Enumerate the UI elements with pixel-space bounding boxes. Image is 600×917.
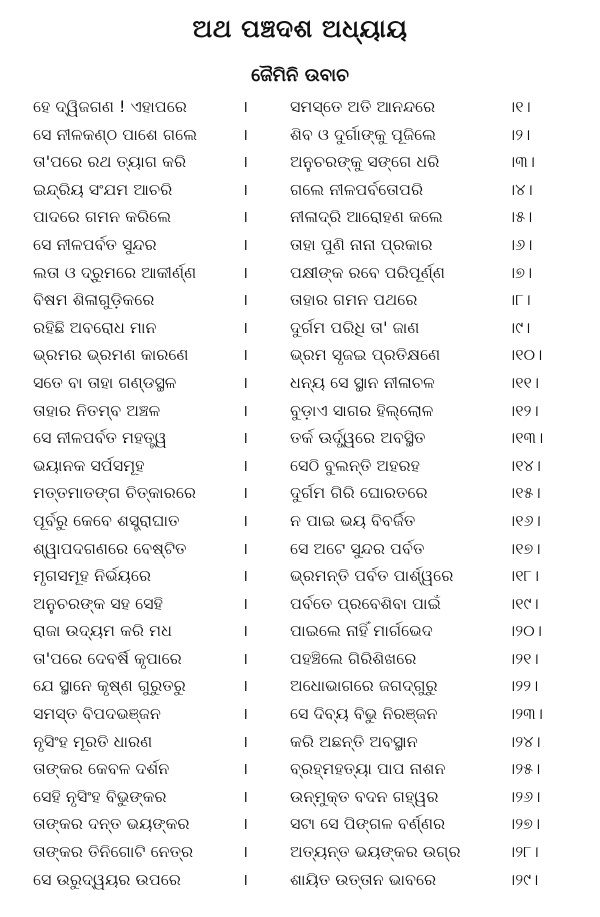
verse-row	[0, 700, 600, 728]
verse-right-line: ପାଇଲେ ନାହିଁ ମାର୍ଗଭେଦ	[290, 621, 433, 641]
verse-separator: ।	[242, 262, 249, 282]
verse-row	[0, 866, 600, 894]
verse-row	[0, 341, 600, 369]
verse-right-line: ସେ ଅଟେ ସୁନ୍ଦର ପର୍ବତ	[290, 538, 425, 558]
verse-separator: ।	[242, 704, 249, 724]
verse-row	[0, 617, 600, 645]
verse-right-line: ଶିବ ଓ ଦୁର୍ଗାଙ୍କୁ ପୂଜିଲେ	[290, 124, 437, 144]
verse-left-line: ଭୟାନକ ସର୍ପସମୂହ	[33, 455, 145, 475]
verse-separator: ।	[242, 290, 249, 310]
verse-right-line: ସେ ଦିବ୍ୟ ବିଭୁ ନିରଞ୍ଜନ	[290, 704, 438, 724]
verse-left-line: ଲତା ଓ ଦ୍ରୁମରେ ଆକୀର୍ଣ୍ଣ	[33, 262, 197, 282]
verse-right-line: ଭ୍ରମନ୍ତି ପର୍ବତ ପାର୍ଶ୍ୱରେ	[290, 566, 454, 586]
verse-number: ।୨୯।	[508, 869, 539, 889]
verse-right-line: ଶାୟିତ ଉତ୍ତାନ ଭାବରେ	[290, 869, 437, 889]
verse-left-line: ଭ୍ରମର ଭ୍ରମଣ କାରଣେ	[33, 345, 189, 365]
verse-separator: ।	[242, 786, 249, 806]
verse-number: ।୧୦।	[508, 345, 543, 365]
verse-number: ।୧୨।	[508, 400, 539, 420]
verse-number: ।୧୫।	[508, 483, 541, 503]
verse-left-line: ତା'ପରେ ରଥ ତ୍ୟାଗ କରି	[33, 152, 187, 172]
verse-right-line: ଅନୁଚରଙ୍କୁ ସଙ୍ଗେ ଧରି	[290, 152, 440, 172]
verse-right-line: ଗଲେ ନୀଳପର୍ବତୋପରି	[290, 179, 424, 199]
verse-row	[0, 121, 600, 149]
verse-right-line: ସଟା ସେ ପିଙ୍ଗଳ ବର୍ଣ୍ଣର	[290, 814, 446, 834]
verse-separator: ।	[242, 676, 249, 696]
verse-row	[0, 452, 600, 480]
verse-row	[0, 810, 600, 838]
verse-left-line: ତାହାର ନିତମ୍ବ ଅଞ୍ଚଳ	[33, 400, 161, 420]
verse-row	[0, 203, 600, 231]
verse-left-line: ତା'ପରେ ଦେବର୍ଷି କୃପାରେ	[33, 648, 182, 668]
verse-separator: ।	[242, 510, 249, 530]
verse-separator: ।	[242, 648, 249, 668]
verse-right-line: କରି ଅଛନ୍ତି ଅବସ୍ଥାନ	[290, 731, 418, 751]
verse-number: ।୪।	[508, 179, 533, 199]
verse-right-line: ତାହା ପୁଣି ନାନା ପ୍ରକାର	[290, 234, 433, 254]
verse-separator: ।	[242, 759, 249, 779]
verse-right-line: ଧନ୍ୟ ସେ ସ୍ଥାନ ନୀଳାଚଳ	[290, 372, 435, 392]
verse-separator: ।	[242, 234, 249, 254]
verse-number: ।୭।	[508, 262, 533, 282]
verse-number: ।୧୬।	[508, 510, 541, 530]
verse-left-line: ମତ୍ତମାତଙ୍ଗ ଚିତ୍କାରରେ	[33, 483, 196, 503]
verse-right-line: ସେଠି ବୁଲନ୍ତି ଅହରହ	[290, 455, 420, 475]
verse-row	[0, 590, 600, 618]
verse-list	[0, 93, 600, 893]
verse-separator: ।	[242, 538, 249, 558]
verse-right-line: ବୁଡ଼ାଏ ସାଗର ହିଲ୍ଲୋଳ	[290, 400, 434, 420]
verse-right-line: ଦୁର୍ଗମ ପରିଧି ତା' ଜାଣ	[290, 317, 420, 337]
verse-row	[0, 286, 600, 314]
verse-right-line: ତାହାର ଗମନ ପଥରେ	[290, 290, 418, 310]
verse-row	[0, 645, 600, 673]
verse-row	[0, 838, 600, 866]
verse-separator: ।	[242, 483, 249, 503]
verse-right-line: ଦୁର୍ଗମ ଗିରି ଘୋରତରେ	[290, 483, 428, 503]
verse-separator: ।	[242, 179, 249, 199]
verse-number: ।୫।	[508, 207, 533, 227]
verse-right-line: ନ ପାଇ ଭୟ ବିବର୍ଜିତ	[290, 510, 416, 530]
verse-left-line: ତାଙ୍କର ଦନ୍ତ ଭୟଙ୍କର	[33, 814, 190, 834]
verse-separator: ।	[242, 842, 249, 862]
verse-separator: ।	[242, 621, 249, 641]
verse-separator: ।	[242, 207, 249, 227]
verse-number: ।୧୩।	[508, 428, 544, 448]
verse-left-line: ପାଦରେ ଗମନ କରିଲେ	[33, 207, 172, 227]
verse-row	[0, 93, 600, 121]
verse-right-line: ସମସ୍ତେ ଅତି ଆନନ୍ଦରେ	[290, 97, 436, 116]
verse-number: ।୨୭।	[508, 814, 541, 834]
verse-number: ।୨୧।	[508, 648, 539, 668]
verse-row	[0, 369, 600, 397]
verse-row	[0, 259, 600, 287]
verse-number: ।୨୦।	[508, 621, 542, 641]
verse-left-line: ହେ ଦ୍ୱିଜଗଣ ! ଏହାପରେ	[33, 97, 187, 116]
verse-number: ।୨।	[508, 124, 531, 144]
verse-row	[0, 479, 600, 507]
verse-left-line: ମୃଗସମୂହ ନିର୍ଭୟରେ	[33, 566, 152, 586]
verse-separator: ।	[242, 814, 249, 834]
verse-right-line: ଅତ୍ୟନ୍ତ ଭୟଙ୍କର ଉଗ୍ର	[290, 842, 461, 862]
verse-separator: ।	[242, 317, 249, 337]
verse-left-line: ସମସ୍ତ ବିପଦଭଞ୍ଜନ	[33, 704, 161, 724]
verse-right-line: ତର୍କ ଊର୍ଦ୍ଧ୍ୱରେ ଅବସ୍ଥିତ	[290, 428, 426, 448]
verse-left-line: ଅନୁଚରଙ୍କ ସହ ସେହି	[33, 593, 163, 613]
verse-number: ।୨୪।	[508, 731, 541, 751]
verse-row	[0, 562, 600, 590]
verse-row	[0, 728, 600, 756]
verse-separator: ।	[242, 566, 249, 586]
verse-left-line: ଇନ୍ଦ୍ରିୟ ସଂଯମ ଆଚରି	[33, 179, 173, 199]
verse-number: ।୨୫।	[508, 759, 541, 779]
verse-left-line: ତାଙ୍କର ତିନିଗୋଟି ନେତ୍ର	[33, 842, 194, 862]
verse-left-line: ନୃସିଂହ ମୂରତି ଧାରଣ	[33, 731, 153, 751]
verse-left-line: ସେ ନୀଳପର୍ବତ ସୁନ୍ଦର	[33, 234, 157, 254]
verse-separator: ।	[242, 124, 249, 144]
verse-separator: ।	[242, 152, 249, 172]
verse-number: ।୨୬।	[508, 786, 541, 806]
verse-number: ।୧୭।	[508, 538, 541, 558]
verse-left-line: ପୂର୍ବରୁ କେବେ ଶସ୍ତ୍ରାଘାତ	[33, 510, 180, 530]
verse-number: ।୧।	[508, 97, 531, 116]
verse-left-line: ରହିଛି ଅବରୋଧ ମାନ	[33, 317, 157, 337]
verse-row	[0, 397, 600, 425]
verse-separator: ।	[242, 428, 249, 448]
verse-separator: ।	[242, 593, 249, 613]
verse-right-line: ବ୍ରହ୍ମହତ୍ୟା ପାପ ନାଶନ	[290, 759, 446, 779]
verse-right-line: ନୀଳାଦ୍ରି ଆରୋହଣ କଲେ	[290, 207, 443, 227]
verse-number: ।୨୨।	[508, 676, 539, 696]
verse-number: ।୯।	[508, 317, 531, 337]
verse-number: ।୩।	[508, 152, 535, 172]
verse-right-line: ପର୍ବତେ ପ୍ରବେଶିବା ପାଇଁ	[290, 593, 441, 613]
verse-right-line: ଅଧୋଭାଗରେ ଜଗଦ୍‌ଗୁରୁ	[290, 676, 438, 696]
verse-row	[0, 176, 600, 204]
verse-left-line: ସତେ ବା ତାହା ଗଣ୍ଡସ୍ଥଳ	[33, 372, 177, 392]
verse-separator: ।	[242, 345, 249, 365]
verse-number: ।୬।	[508, 234, 533, 254]
verse-left-line: ସେ ଉରୁଦ୍ୱୟର ଉପରେ	[33, 869, 181, 889]
verse-right-line: ପକ୍ଷୀଙ୍କ ରବେ ପରିପୂର୍ଣ୍ଣ	[290, 262, 445, 282]
verse-row	[0, 535, 600, 563]
verse-row	[0, 231, 600, 259]
verse-left-line: ସେ ନୀଳପର୍ବତ ମହତ୍ତ୍ୱ	[33, 428, 167, 448]
verse-number: ।୮।	[508, 290, 531, 310]
verse-left-line: ତାଙ୍କର କେବଳ ଦର୍ଶନ	[33, 759, 170, 779]
verse-left-line: ରାଜା ଉଦ୍ୟମ କରି ମଧ	[33, 621, 172, 641]
verse-row	[0, 424, 600, 452]
verse-row	[0, 507, 600, 535]
speaker-heading: ଜୈମିନି ଉବାଚ	[251, 65, 349, 86]
verse-number: ।୧୧।	[508, 372, 540, 392]
verse-left-line: ଯେ ସ୍ଥାନେ କୃଷ୍ଣ ଗୁରୁତରୁ	[33, 676, 186, 696]
verse-row	[0, 755, 600, 783]
verse-row	[0, 672, 600, 700]
verse-right-line: ଭ୍ରମ ସୃଜଇ ପ୍ରତିକ୍ଷଣେ	[290, 345, 441, 365]
verse-row	[0, 148, 600, 176]
verse-right-line: ପହଞ୍ଚିଲେ ଗିରିଶିଖରେ	[290, 648, 417, 668]
verse-left-line: ଶ୍ୱାପଦଗଣରେ ବେଷ୍ଟିତ	[33, 538, 187, 558]
verse-number: ।୧୮।	[508, 566, 540, 586]
verse-right-line: ଉନ୍ମୁକ୍ତ ବଦନ ଗହ୍ୱର	[290, 786, 439, 806]
verse-number: ।୨୮।	[508, 842, 539, 862]
verse-row	[0, 314, 600, 342]
verse-separator: ।	[242, 97, 249, 116]
verse-separator: ।	[242, 372, 249, 392]
chapter-title: ଅଥ ପଞ୍ଚଦଶ ଅଧ୍ୟାୟ	[192, 14, 408, 43]
verse-number: ।୨୩।	[508, 704, 543, 724]
verse-number: ।୧୯।	[508, 593, 539, 613]
verse-left-line: ବିଷମ ଶିଳାଗୁଡ଼ିକରେ	[33, 290, 155, 310]
verse-separator: ।	[242, 455, 249, 475]
verse-separator: ।	[242, 731, 249, 751]
verse-left-line: ସେହି ନୃସିଂହ ବିଭୁଙ୍କର	[33, 786, 167, 806]
verse-left-line: ସେ ନୀଳକଣ୍ଠ ପାଶେ ଗଲେ	[33, 124, 198, 144]
verse-number: ।୧୪।	[508, 455, 541, 475]
verse-separator: ।	[242, 400, 249, 420]
verse-row	[0, 783, 600, 811]
verse-separator: ।	[242, 869, 249, 889]
